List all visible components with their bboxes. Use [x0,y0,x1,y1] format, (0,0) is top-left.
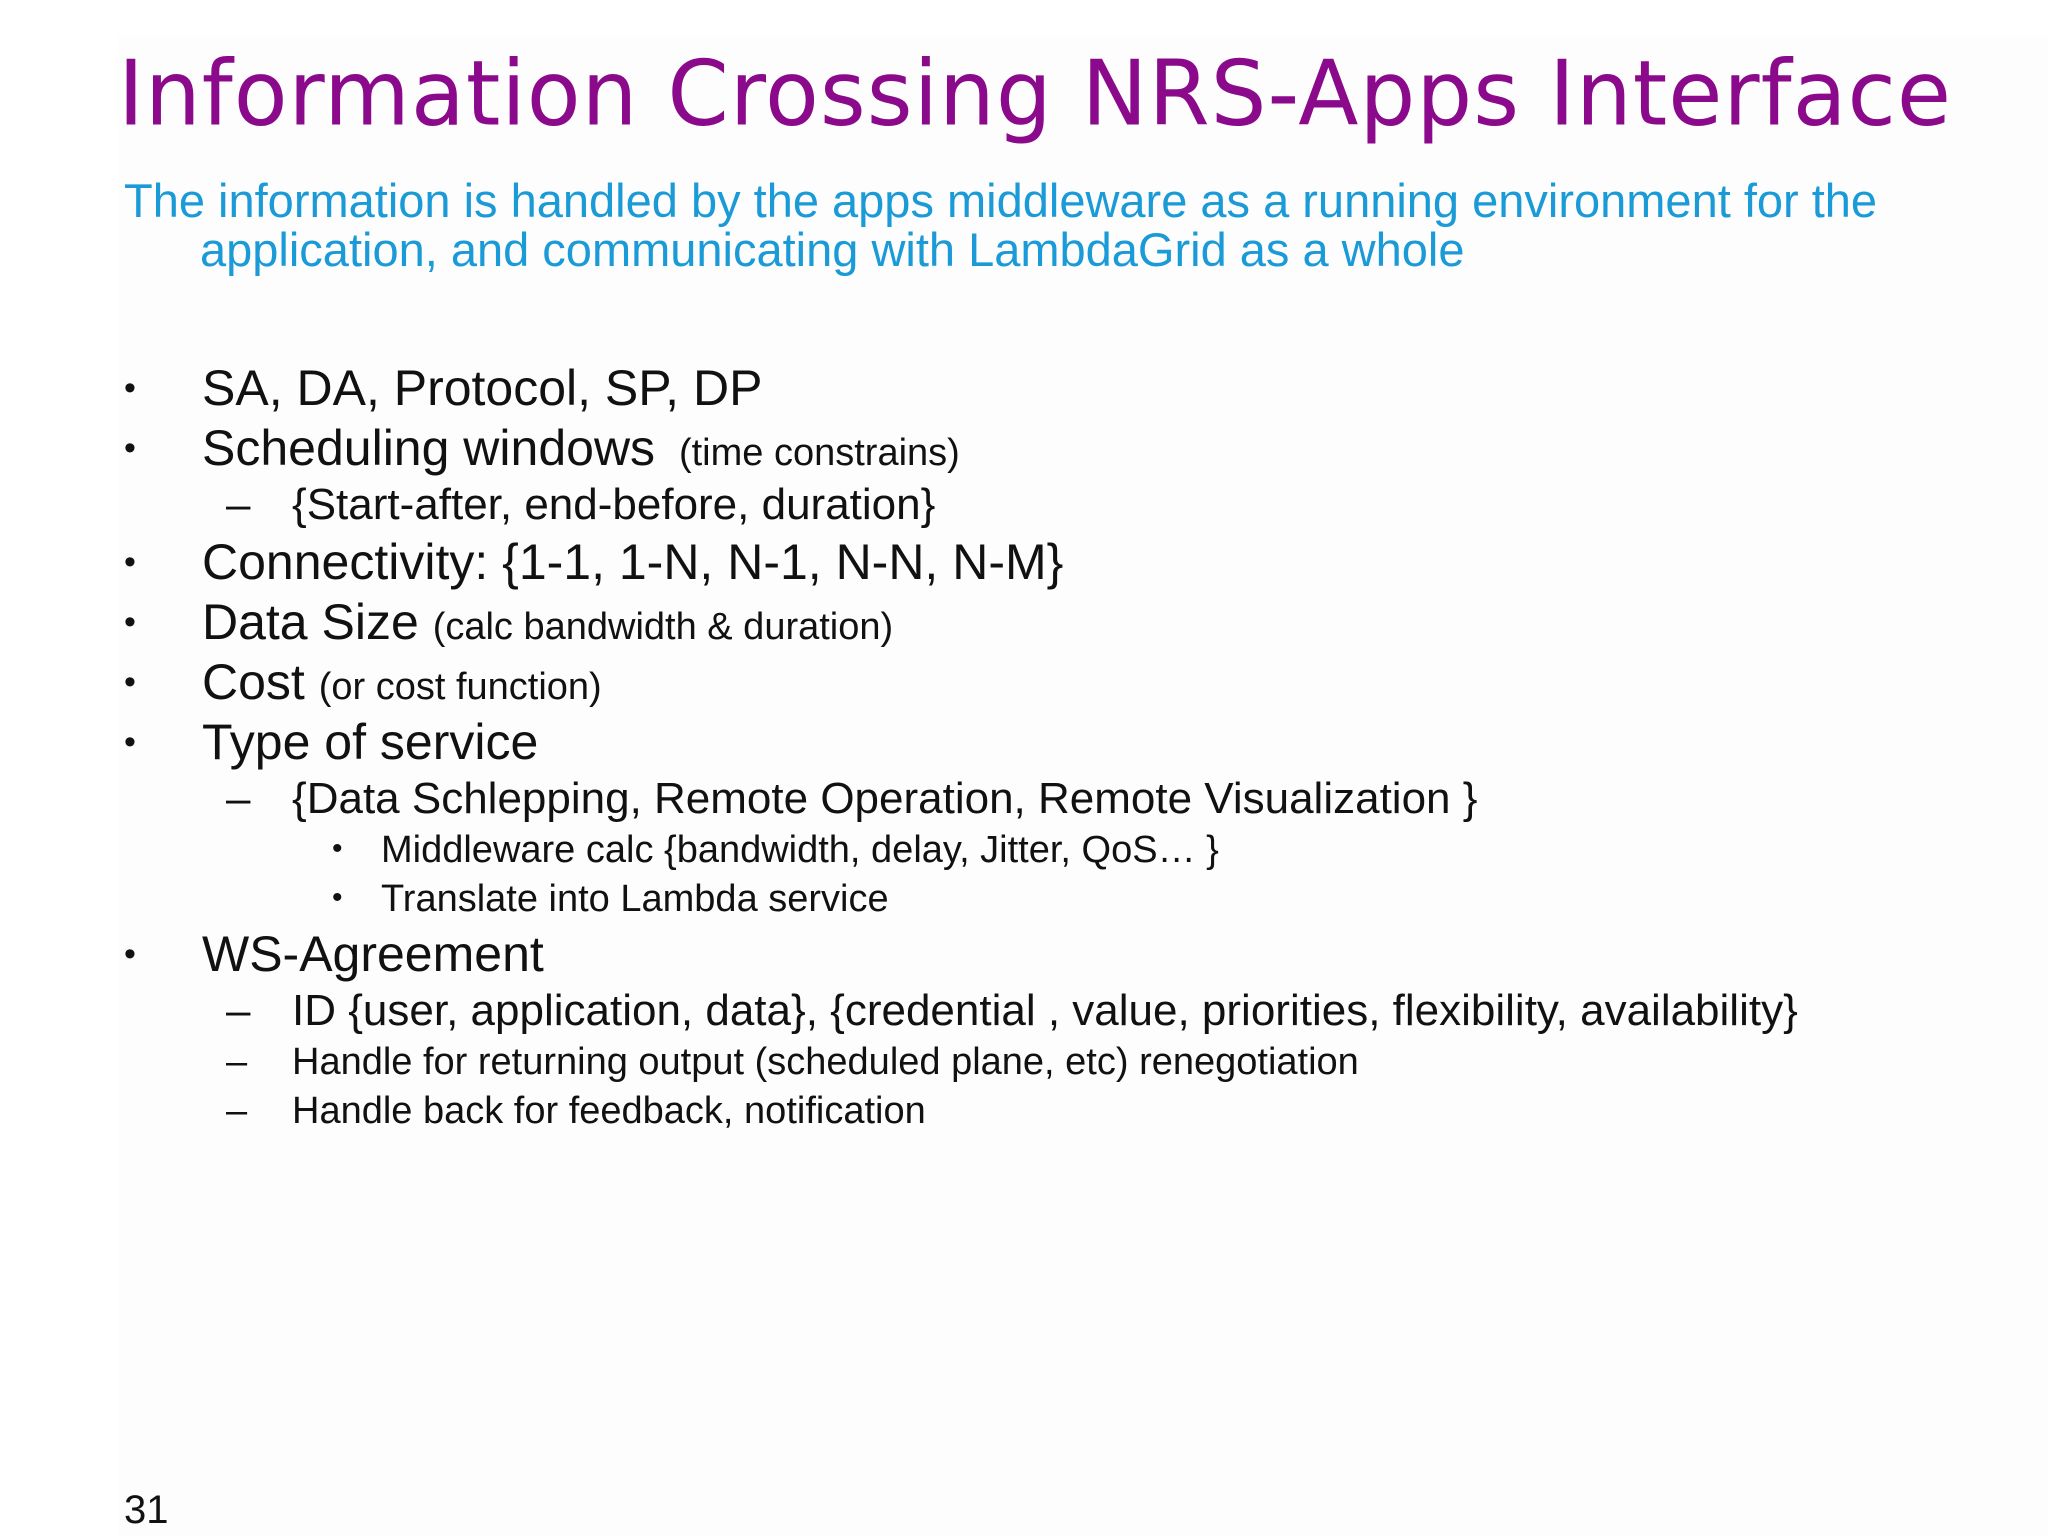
page-number: 31 [124,1488,169,1532]
sub-bullet-text: Handle back for feedback, notification [292,1090,926,1132]
dash-marker: – [226,480,251,529]
sub-bullet-text: Handle for returning output (scheduled plane, etc) renegotiation [292,1041,1359,1083]
bullet-marker: • [124,429,136,467]
bullet-text: Connectivity: {1-1, 1-N, N-1, N-N, N-M} [202,534,1064,590]
bullet-item [124,924,2004,984]
sub-sub-bullet-text: Translate into Lambda service [381,878,889,920]
bullet-marker: • [124,663,136,701]
sub-sub-bullet-item [124,875,2004,924]
bullet-marker: • [124,723,136,761]
bullet-item [124,592,2004,652]
bullet-marker: • [124,603,136,641]
bullet-item [124,358,2004,418]
bullet-text: Scheduling windows [202,420,656,476]
sub-bullet-text: ID {user, application, data}, {credential , value, priorities, flexibility, availability} [292,986,1798,1035]
bullet-note: (calc bandwidth & duration) [432,606,894,648]
dash-marker: – [226,1041,248,1083]
bullet-text: Cost [202,654,305,710]
bullet-marker: • [332,881,343,914]
dash-marker: – [226,986,251,1035]
bullet-text: SA, DA, Protocol, SP, DP [202,360,763,416]
bullet-text: Data Size [202,594,419,650]
sub-bullet-item [124,1038,2004,1087]
bullet-note: (time constrains) [678,432,960,474]
bullet-item [124,532,2004,592]
slide-subtitle: The information is handled by the apps middleware as a running environment for the application, and communicating with LambdaGrid as a whole [124,174,1878,276]
sub-bullet-text: {Start-after, end-before, duration} [292,480,936,529]
bullet-item [124,418,2004,478]
bullet-item [124,712,2004,772]
bullet-marker: • [124,935,136,973]
sub-bullet-item [124,772,2004,826]
sub-bullet-item [124,478,2004,532]
sub-bullet-text: {Data Schlepping, Remote Operation, Remote Visualization } [292,774,1478,823]
bullet-text: Type of service [202,714,539,770]
sub-sub-bullet-text: Middleware calc {bandwidth, delay, Jitter, QoS… } [381,829,1219,871]
bullet-marker: • [332,832,343,865]
sub-sub-bullet-item [124,826,2004,875]
slide-title: Information Crossing NRS-Apps Interface [118,40,1953,147]
sub-bullet-item [124,1087,2004,1136]
bullet-list [124,358,2004,1136]
bullet-text: WS-Agreement [202,926,544,982]
bullet-note: (or cost function) [318,666,602,708]
dash-marker: – [226,1090,248,1132]
bullet-marker: • [124,369,136,407]
dash-marker: – [226,774,251,823]
bullet-marker: • [124,543,136,581]
sub-bullet-item [124,984,2004,1038]
bullet-item [124,652,2004,712]
